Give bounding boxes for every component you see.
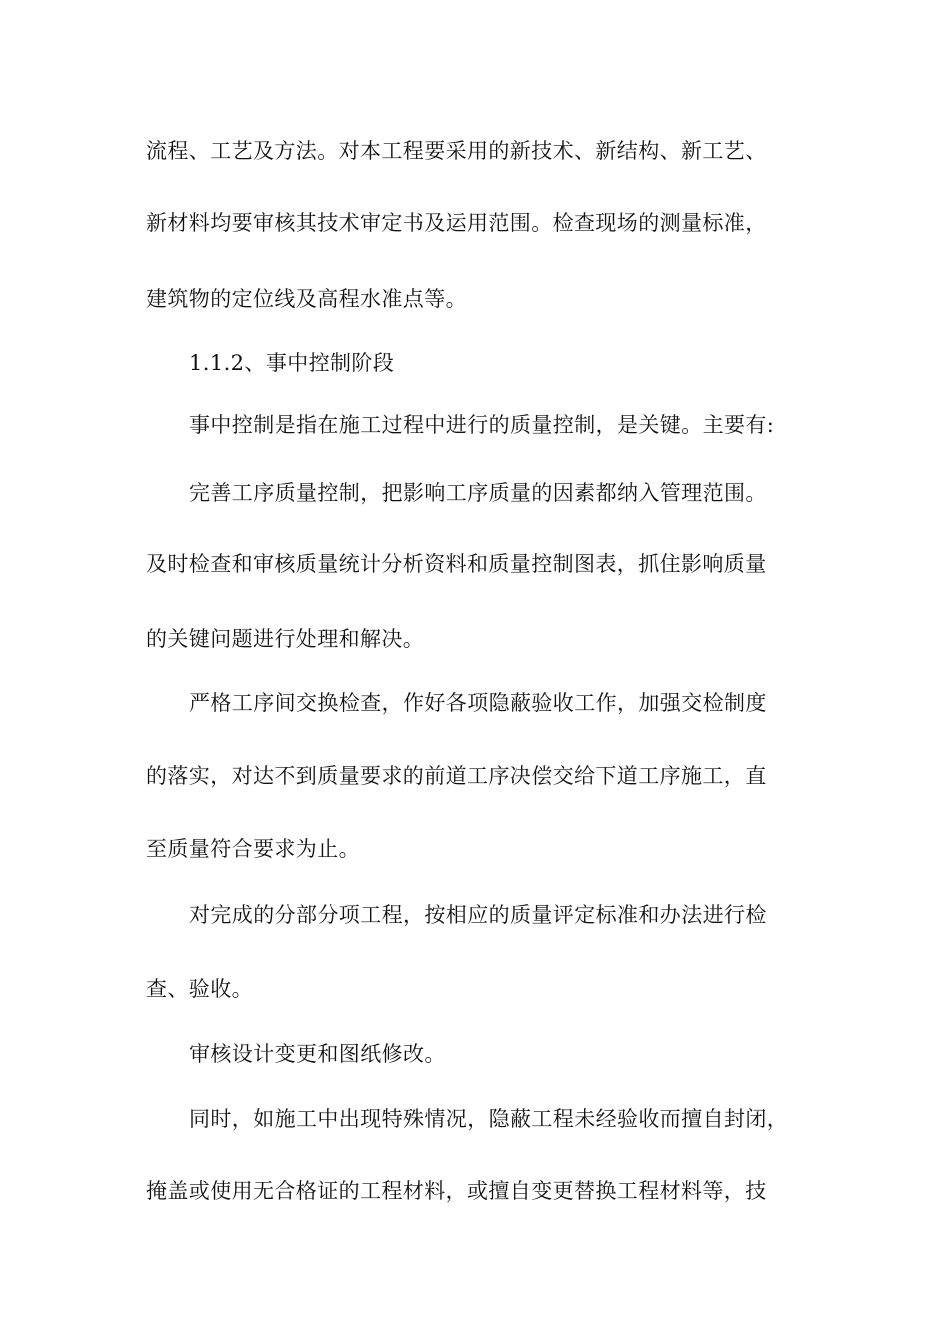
- paragraph-line-11: 至质量符合要求为止。: [146, 837, 360, 861]
- paragraph-line-1: 流程、工艺及方法。对本工程要采用的新技术、新结构、新工艺、: [146, 139, 767, 163]
- paragraph-line-10: 的落实，对达不到质量要求的前道工序决偿交给下道工序施工，直: [146, 764, 767, 788]
- paragraph-line-5: 事中控制是指在施工过程中进行的质量控制，是关键。主要有:: [189, 413, 775, 437]
- paragraph-line-12: 对完成的分部分项工程，按相应的质量评定标准和办法进行检: [189, 903, 767, 927]
- paragraph-line-7: 及时检查和审核质量统计分析资料和质量控制图表，抓住影响质量: [146, 552, 767, 576]
- paragraph-line-6: 完善工序质量控制，把影响工序质量的因素都纳入管理范围。: [189, 481, 767, 505]
- paragraph-line-3: 建筑物的定位线及高程水准点等。: [146, 287, 467, 311]
- paragraph-line-8: 的关键问题进行处理和解决。: [146, 627, 425, 651]
- paragraph-line-14: 审核设计变更和图纸修改。: [189, 1042, 446, 1066]
- paragraph-line-15: 同时，如施工中出现特殊情况，隐蔽工程未经验收而擅自封闭，: [189, 1107, 789, 1131]
- section-heading-1-1-2: 1.1.2、事中控制阶段: [189, 351, 395, 375]
- paragraph-line-9: 严格工序间交换检查，作好各项隐蔽验收工作，加强交检制度: [189, 691, 767, 715]
- paragraph-line-16: 掩盖或使用无合格证的工程材料，或擅自变更替换工程材料等，技: [146, 1179, 767, 1203]
- paragraph-line-13: 查、验收。: [146, 977, 253, 1001]
- paragraph-line-2: 新材料均要审核其技术审定书及运用范围。检查现场的测量标准，: [146, 211, 767, 235]
